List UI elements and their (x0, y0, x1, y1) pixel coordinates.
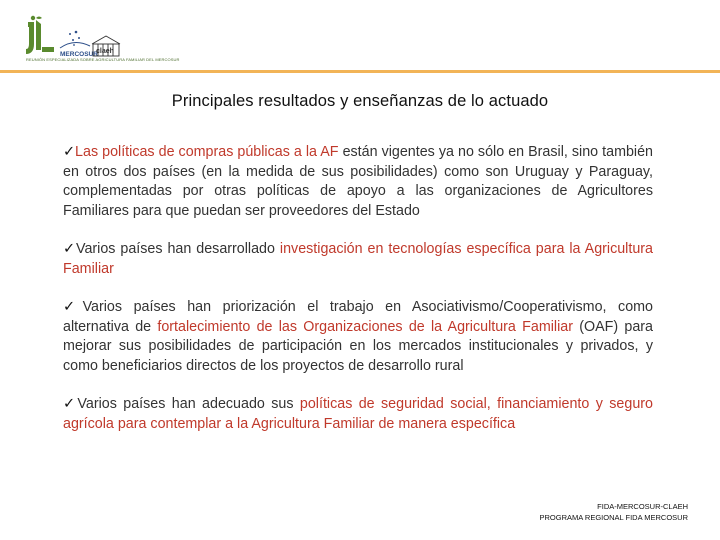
check-icon: ✓ (63, 241, 76, 257)
header-rule (0, 70, 720, 73)
bullet-text-before: Varios países han priorización el trabajo en Asociativismo/Cooperativismo, como alternativa de (63, 299, 654, 335)
bullet-highlight: investigación en tecnologías específica para la Agricultura Familiar (63, 241, 653, 277)
bullet-item (63, 143, 653, 221)
header (0, 0, 720, 72)
bullet-list (63, 143, 653, 453)
bullet-item (63, 240, 653, 279)
logo-caption: REUNIÓN ESPECIALIZADA SOBRE AGRICULTURA FAMILIAR DEL MERCOSUR (26, 57, 180, 62)
mercosur-wordmark: MERCOSUR (60, 51, 98, 58)
bullet-item (63, 298, 653, 376)
bullet-item (63, 395, 653, 434)
bullet-text-after: están vigentes ya no sólo en Brasil, sino también en otros dos países (en la medida de sus posibilidades) como son Uruguay y Paraguay, complementadas por otras políticas de apoyo a las organizaciones de Agricultores Familiares para que puedan ser proveedores del Estado (63, 144, 654, 219)
bullet-text-before: Varios países han adecuado sus (77, 396, 300, 412)
footer (540, 501, 689, 523)
check-icon: ✓ (63, 299, 83, 315)
bullet-text-after: (OAF) para mejorar sus posibilidades de participación en los mercados institucionales y privados, y como beneficiarios directos de los proyectos de desarrollo rural (63, 318, 653, 374)
bullet-highlight: fortalecimiento de las Organizaciones de la Agricultura Familiar (157, 318, 573, 335)
check-icon: ✓ (63, 144, 76, 160)
claeh-wordmark: claeh (96, 48, 114, 55)
bullet-highlight: Las políticas de compras públicas a la AF (75, 144, 339, 160)
bullet-highlight: políticas de seguridad social, financiamiento y seguro agrícola para contemplar a la Agricultura Familiar de manera específica (63, 396, 653, 432)
bullet-text-before: Varios países han desarrollado (75, 241, 280, 257)
footer-line-2: PROGRAMA REGIONAL FIDA MERCOSUR (539, 513, 688, 522)
footer-line-1: FIDA-MERCOSUR-CLAEH (597, 502, 688, 511)
page-title: Principales resultados y enseñanzas de lo actuado (171, 92, 549, 110)
check-icon: ✓ (63, 396, 78, 412)
